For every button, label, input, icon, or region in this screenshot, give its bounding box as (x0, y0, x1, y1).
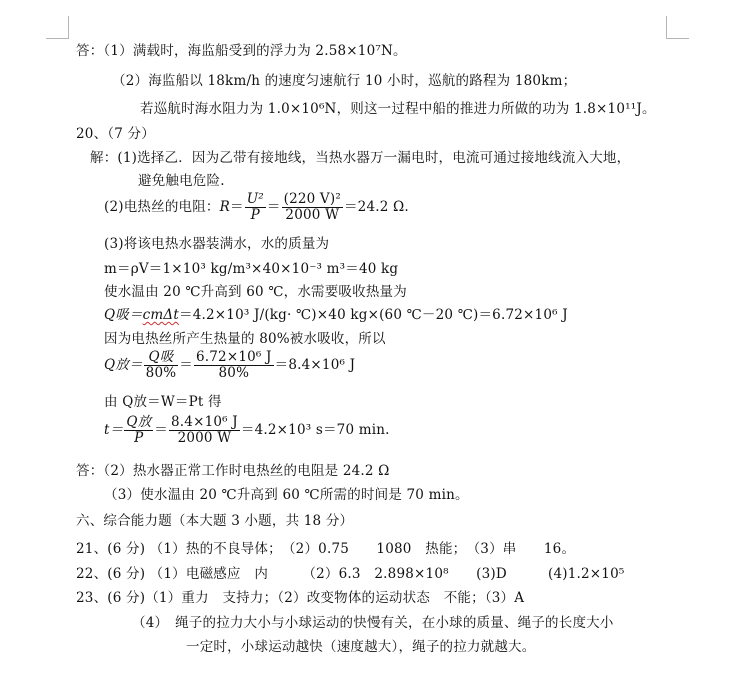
question-22-answer: 22、(6 分) （1）电磁感应 内 （2）6.3 2.898×10⁸ (3)D (4)1.2×10⁵ (76, 566, 625, 582)
step2-label: (2)电热丝的电阻： (104, 199, 220, 215)
q20-step3-heat-intro: 使水温由 20 ℃升高到 60 ℃，水需要吸收热量为 (104, 284, 407, 300)
fraction-q-over-p: $\frac{\text{Q放}}{P}$ (126, 414, 152, 446)
fraction-q-over-80: $\frac{\text{Q吸}}{80\%}$ (145, 349, 177, 381)
question-23-part4-cont: 一定时，小球运动越快（速度越大），绳子的拉力就越大。 (186, 639, 536, 655)
section-6-title: 六、综合能力题（本大题 3 小题，共 18 分） (76, 513, 354, 529)
q20-step3-time: t＝ $\frac{\text{Q放}}{P}$ ＝ $\frac{\text{8.4×10⁶ J}}{2000 W}$ ＝4.2×10³ s＝70 min. (104, 414, 390, 446)
fraction-220-over-2000: $\frac{\text{(220 V)²}}{2000 W}$ (283, 191, 341, 223)
q20-step1: 解：(1)选择乙．因为乙带有接地线，当热水器万一漏电时，电流可通过接地线流入大地， (90, 150, 631, 166)
q20-step3-mass: m＝ρV＝1×10³ kg/m³×40×10⁻³ m³＝40 kg (104, 261, 399, 277)
q20-step3-efficiency: 因为电热丝所产生热量的 80%被水吸收，所以 (104, 331, 386, 347)
q20-answer-2: （3）使水温由 20 ℃升高到 60 ℃所需的时间是 70 min。 (104, 487, 469, 503)
q20-answer-1: 答：（2）热水器正常工作时电热丝的电阻是 24.2 Ω (76, 463, 390, 479)
answer-19-part2-cont: 若巡航时海水阻力为 1.0×10⁶N，则这一过程中船的推进力所做的功为 1.8×10¹¹J。 (140, 101, 656, 117)
q20-step3-heat-absorbed: Q吸＝cmΔt＝4.2×10³ J/(kg· ℃)×40 kg×(60 ℃－20 ℃)＝6.72×10⁶ J (104, 307, 568, 323)
question-23-part4: （4） 绳子的拉力大小与小球运动的快慢有关，在小球的质量、绳子的长度大小 (132, 615, 614, 631)
q20-step2-resistance: (2)电热丝的电阻：R＝ $\frac{\text{U²}}{P}$ ＝ $\frac{\text{(220 V)²}}{2000 W}$ ＝24.2 Ω. (104, 191, 409, 223)
fraction-u2-over-p: $\frac{\text{U²}}{P}$ (246, 191, 264, 223)
question-21-answer: 21、(6 分) （1）热的不良导体； （2）0.75 1080 热能； （3）串 16。 (76, 541, 576, 557)
q20-step3-intro: (3)将该电热水器装满水，水的质量为 (104, 236, 330, 252)
q20-step3-formula: 由 Q放＝W＝Pt 得 (104, 394, 222, 410)
q20-step1-cont: 避免触电危险. (138, 173, 225, 189)
step2-result: 24.2 Ω. (357, 199, 409, 215)
question-20-header: 20、（7 分） (76, 126, 155, 142)
fraction-672-over-80: $\frac{\text{6.72×10⁶ J}}{80\%}$ (195, 349, 272, 381)
var-R: R (219, 199, 230, 215)
crop-mark-top-left (46, 16, 69, 39)
answer-19-part1: 答：（1）满载时，海监船受到的浮力为 2.58×10⁷N。 (76, 43, 407, 59)
crop-mark-top-right (666, 16, 689, 39)
question-23-answer: 23、(6 分)（1）重力 支持力；（2）改变物体的运动状态 不能；（3）A (76, 590, 525, 606)
fraction-84-over-2000: $\frac{\text{8.4×10⁶ J}}{2000 W}$ (171, 414, 238, 446)
cm-delta-t: cmΔt (142, 307, 180, 323)
q20-step3-heat-released: Q放＝ $\frac{\text{Q吸}}{80\%}$ ＝ $\frac{\text{6.72×10⁶ J}}{80\%}$ ＝8.4×10⁶ J (104, 349, 356, 381)
answer-19-part2: （2）海监船以 18km/h 的速度匀速航行 10 小时，巡航的路程为 180km； (112, 73, 577, 89)
